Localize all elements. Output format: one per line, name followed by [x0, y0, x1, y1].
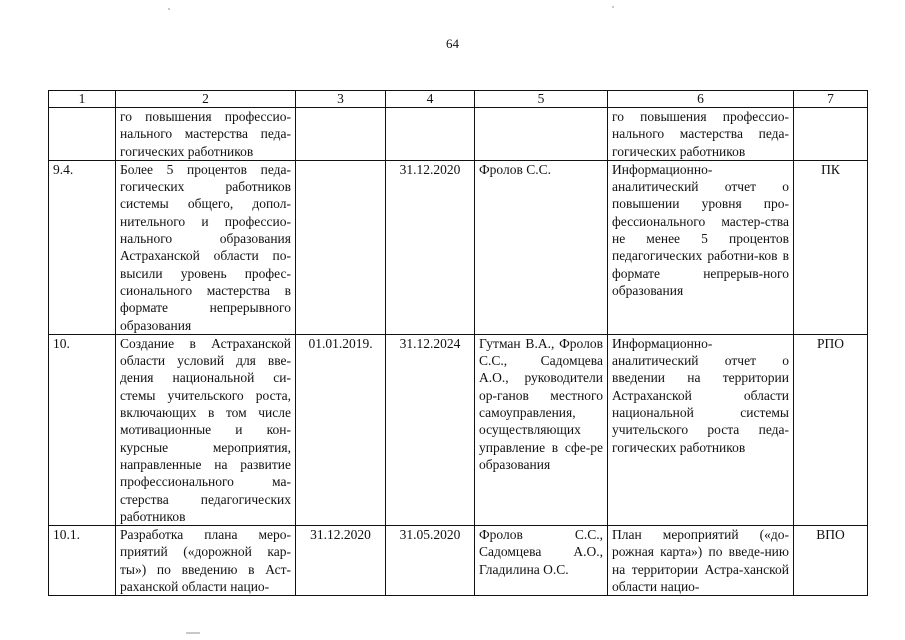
- end-date: 31.12.2020: [386, 160, 475, 334]
- column-header: 2: [116, 91, 296, 108]
- row-number: 10.: [49, 334, 116, 525]
- column-header: 1: [49, 91, 116, 108]
- column-header: 4: [386, 91, 475, 108]
- page-number: 64: [446, 36, 459, 51]
- expected-result: го повышения профессио-нального мастерства педа-гогических работников: [608, 108, 794, 161]
- start-date: [296, 160, 386, 334]
- control-type: РПО: [794, 334, 868, 525]
- plan-table: [48, 90, 868, 596]
- table-row: [49, 160, 868, 334]
- control-type: ВПО: [794, 526, 868, 596]
- start-date: 01.01.2019.: [296, 334, 386, 525]
- table-row: [49, 334, 868, 525]
- start-date: [296, 108, 386, 161]
- row-number: 9.4.: [49, 160, 116, 334]
- end-date: 31.05.2020: [386, 526, 475, 596]
- responsible-person: [475, 108, 608, 161]
- control-type: [794, 108, 868, 161]
- expected-result: План мероприятий («до-рожная карта») по введе-нию на территории Астра-ханской области нацио-: [608, 526, 794, 596]
- column-header: 7: [794, 91, 868, 108]
- task-description: го повышения профессио-нального мастерства педа-гогических работников: [116, 108, 296, 161]
- responsible-person: Фролов С.С., Садомцева А.О., Гладилина О.С.: [475, 526, 608, 596]
- row-number: 10.1.: [49, 526, 116, 596]
- expected-result: Информационно-аналитический отчет о введении на территории Астраханской области национальной системы учительского роста педа-гогических работников: [608, 334, 794, 525]
- task-description: Более 5 процентов педа-гогических работников системы общего, допол-нительного и профессио-нального образования Астраханской области по-высили уровень профес-сионального мастерства в формате непрерывного образования: [116, 160, 296, 334]
- responsible-person: Фролов С.С.: [475, 160, 608, 334]
- scan-speck: [612, 6, 614, 8]
- task-description: Создание в Астраханской области условий для вве-дения национальной си-стемы учительского роста, включающих в том числе мотивационные и кон-курсные мероприятия, направленные на развитие профессионального ма-стерства педагогических работников: [116, 334, 296, 525]
- row-number: [49, 108, 116, 161]
- control-type: ПК: [794, 160, 868, 334]
- scan-speck: [168, 8, 170, 10]
- table-row: [49, 108, 868, 161]
- column-header: 3: [296, 91, 386, 108]
- column-header: 6: [608, 91, 794, 108]
- responsible-person: Гутман В.А., Фролов С.С., Садомцева А.О., руководители ор-ганов местного самоуправления, осуществляющих управление в сфе-ре образования: [475, 334, 608, 525]
- start-date: 31.12.2020: [296, 526, 386, 596]
- end-date: [386, 108, 475, 161]
- column-header: 5: [475, 91, 608, 108]
- task-description: Разработка плана меро-приятий («дорожной кар-ты») по введению в Аст-раханской области нацио-: [116, 526, 296, 596]
- scan-speck: [186, 632, 200, 634]
- table-row: [49, 526, 868, 596]
- expected-result: Информационно-аналитический отчет о повышении уровня про-фессионального мастер-ства не менее 5 процентов педагогических работни-ков в формате непрерыв-ного образования: [608, 160, 794, 334]
- header-row: [49, 91, 868, 108]
- end-date: 31.12.2024: [386, 334, 475, 525]
